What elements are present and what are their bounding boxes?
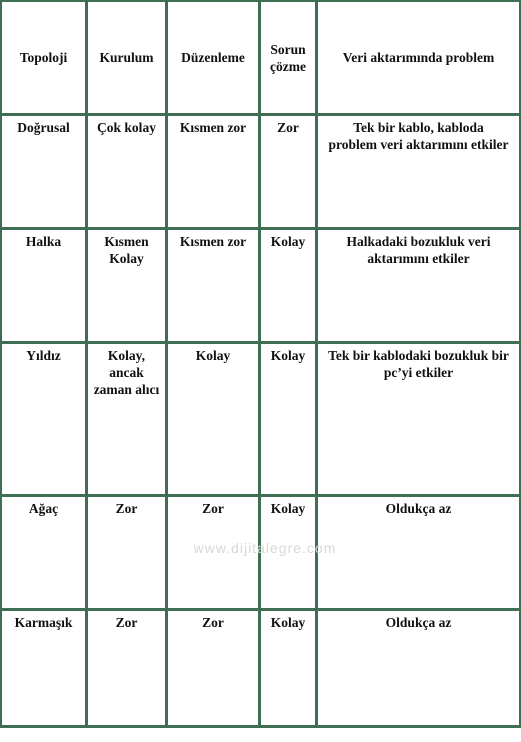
cell-kurulum: Kolay, ancak zaman alıcı [88,344,168,497]
cell-kurulum: Zor [88,611,168,725]
cell-topoloji: Doğrusal [2,116,88,230]
cell-duzenleme: Kolay [168,344,261,497]
header-sorun-cozme: Sorun çözme [261,2,318,116]
table-row [2,497,519,611]
table-header-row [2,2,519,116]
cell-veri-aktarimi: Halkadaki bozukluk veri aktarımını etkiler [318,230,519,344]
table-row [2,230,519,344]
cell-duzenleme: Zor [168,611,261,725]
cell-duzenleme: Kısmen zor [168,230,261,344]
cell-sorun-cozme: Kolay [261,230,318,344]
watermark: www.dijitalegre.com [193,540,337,556]
cell-sorun-cozme: Zor [261,116,318,230]
cell-sorun-cozme: Kolay [261,344,318,497]
table-row [2,611,519,725]
cell-topoloji: Yıldız [2,344,88,497]
table-row [2,344,519,497]
topology-comparison-table [2,2,519,725]
header-duzenleme: Düzenleme [168,2,261,116]
cell-topoloji: Karmaşık [2,611,88,725]
header-kurulum: Kurulum [88,2,168,116]
header-veri-aktariminda-problem: Veri aktarımında problem [318,2,519,116]
cell-veri-aktarimi: Tek bir kablo, kabloda problem veri aktarımını etkiler [318,116,519,230]
cell-topoloji: Ağaç [2,497,88,611]
cell-topoloji: Halka [2,230,88,344]
cell-veri-aktarimi: Oldukça az [318,611,519,725]
cell-duzenleme: Zor [168,497,261,611]
cell-sorun-cozme: Kolay [261,611,318,725]
cell-kurulum: Çok kolay [88,116,168,230]
cell-sorun-cozme: Kolay [261,497,318,611]
cell-kurulum: Kısmen Kolay [88,230,168,344]
cell-duzenleme: Kısmen zor [168,116,261,230]
header-topoloji: Topoloji [2,2,88,116]
cell-kurulum: Zor [88,497,168,611]
cell-veri-aktarimi: Tek bir kablodaki bozukluk bir pc’yi etkiler [318,344,519,497]
cell-veri-aktarimi: Oldukça az [318,497,519,611]
table-row [2,116,519,230]
